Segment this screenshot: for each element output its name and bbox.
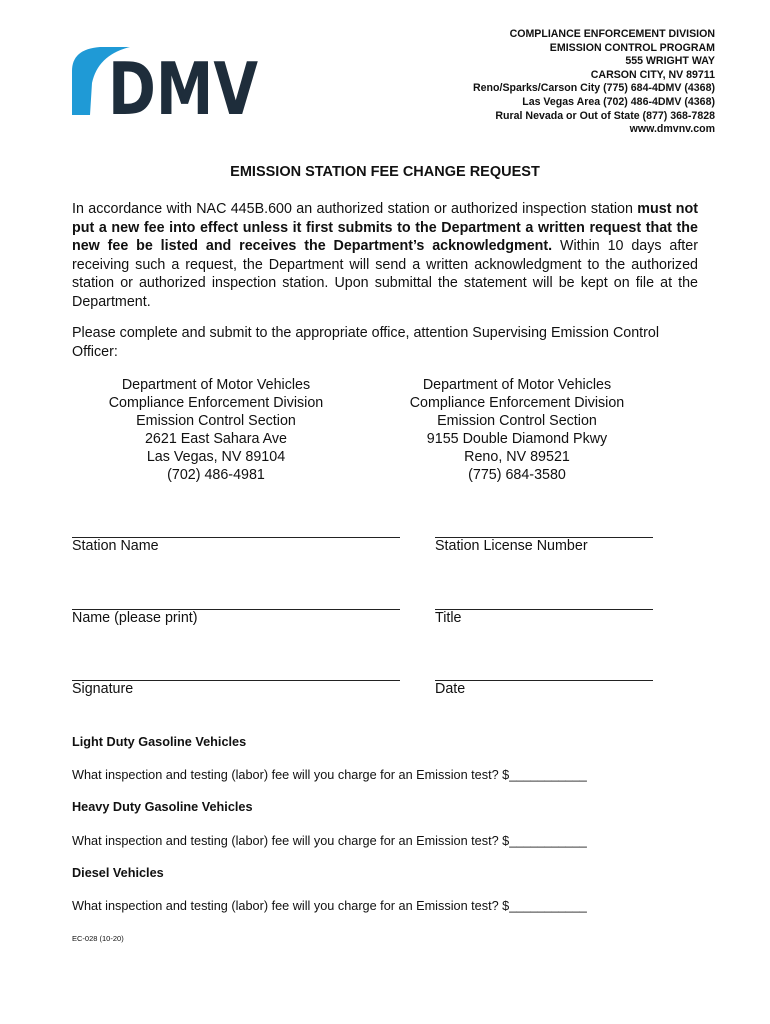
office-line: (702) 486-4981 [167, 467, 265, 483]
section-heading-diesel: Diesel Vehicles [72, 866, 164, 880]
date-label: Date [435, 681, 466, 697]
intro-text-bold: must not put a new fee into effect unless it first submits to the Department a written request that the new fee be listed and receives the Department’s acknowledgment. [72, 201, 699, 254]
instructions-paragraph: Please complete and submit to the appropriate office, attention Supervising Emission Control Officer: [72, 325, 660, 360]
station-name-label: Station Name [72, 538, 159, 554]
header-division: COMPLIANCE ENFORCEMENT DIVISION [509, 28, 715, 40]
title-field[interactable] [435, 609, 653, 610]
section-heading-heavy-duty: Heavy Duty Gasoline Vehicles [72, 800, 253, 814]
fee-question-heavy-duty[interactable]: What inspection and testing (labor) fee will you charge for an Emission test? $___________ [72, 834, 587, 848]
station-license-label: Station License Number [435, 538, 588, 554]
agency-header [473, 28, 715, 137]
logo-text: DMV [108, 47, 259, 131]
fee-question-diesel[interactable]: What inspection and testing (labor) fee will you charge for an Emission test? $___________ [72, 899, 587, 913]
office-line: (775) 684-3580 [468, 467, 566, 483]
title-label: Title [435, 610, 462, 626]
header-phone-lasvegas: Las Vegas Area (702) 486-4DMV (4368) [522, 95, 715, 108]
office-line: Compliance Enforcement Division [108, 395, 324, 411]
form-number: EC-028 (10-20) [72, 934, 124, 943]
office-reno [367, 376, 667, 484]
header-website[interactable]: www.dmvnv.com [629, 123, 715, 136]
fee-question-light-duty[interactable]: What inspection and testing (labor) fee will you charge for an Emission test? $___________ [72, 768, 587, 782]
signature-label: Signature [72, 681, 134, 697]
office-line: Reno, NV 89521 [464, 449, 570, 465]
header-phone-reno: Reno/Sparks/Carson City (775) 684-4DMV (4368) [473, 82, 715, 95]
office-line: 2621 East Sahara Ave [144, 431, 288, 447]
dmv-logo [68, 43, 260, 131]
office-line: Emission Control Section [136, 413, 296, 429]
date-field[interactable] [435, 680, 653, 681]
header-street: 555 WRIGHT WAY [625, 55, 715, 68]
intro-text-3: Within 10 days after receiving such a request, the Department will send a written acknowledgment to the authorized station or authorized inspection station. Upon submittal the statement will be kept on file at the Department. [72, 238, 698, 310]
header-city: CARSON CITY, NV 89711 [590, 68, 715, 81]
office-line: Emission Control Section [437, 413, 597, 429]
section-heading-light-duty: Light Duty Gasoline Vehicles [72, 735, 247, 749]
header-program: EMISSION CONTROL PROGRAM [549, 41, 715, 54]
form-title: EMISSION STATION FEE CHANGE REQUEST [230, 164, 540, 180]
office-line: Compliance Enforcement Division [409, 395, 625, 411]
office-line: Las Vegas, NV 89104 [146, 449, 286, 465]
office-line: Department of Motor Vehicles [121, 377, 311, 393]
office-las-vegas [66, 376, 366, 484]
header-phone-rural: Rural Nevada or Out of State (877) 368-7828 [495, 109, 715, 122]
office-line: 9155 Double Diamond Pkwy [426, 431, 608, 447]
intro-text-1: In accordance with NAC 445B.600 an authorized station or authorized inspection station [72, 201, 633, 217]
intro-paragraph [72, 200, 698, 311]
dmv-logo-graphic [68, 43, 260, 131]
name-label: Name (please print) [72, 610, 198, 626]
office-line: Department of Motor Vehicles [422, 377, 612, 393]
